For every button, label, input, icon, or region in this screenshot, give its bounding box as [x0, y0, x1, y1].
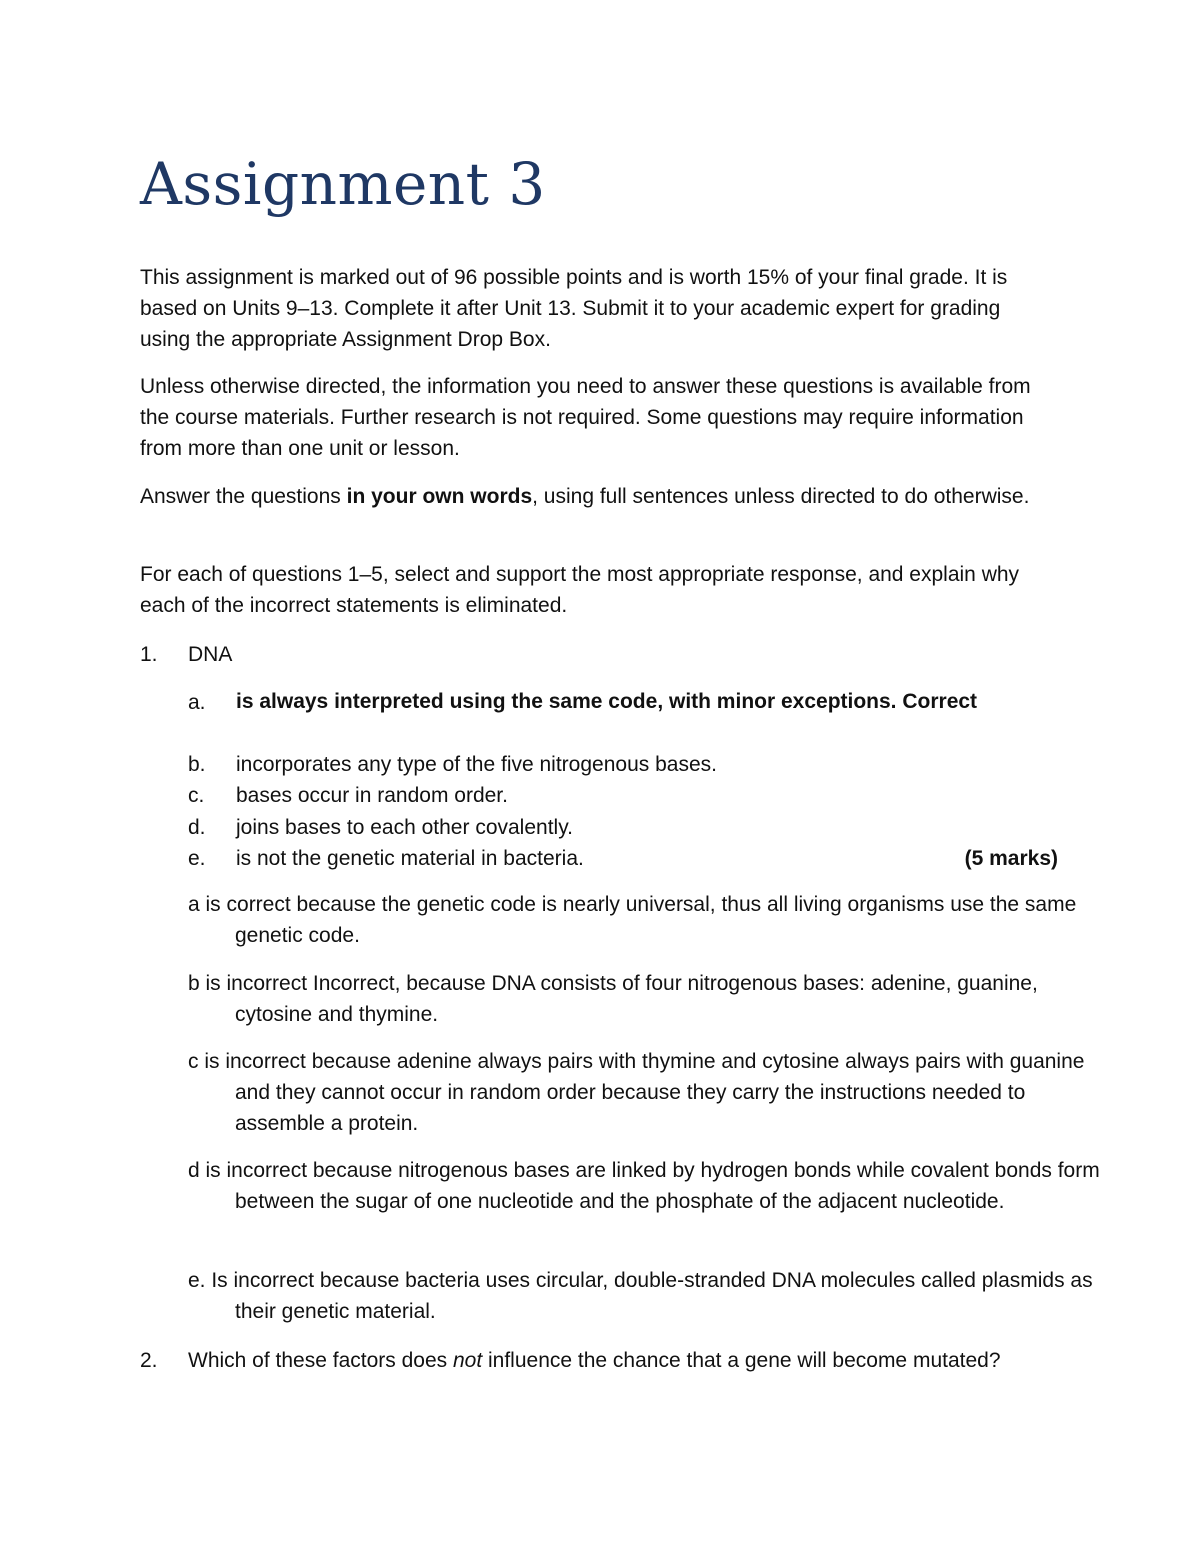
question-2-number: 2. — [140, 1349, 158, 1372]
intro-paragraph: This assignment is marked out of 96 possible points and is worth 15% of your final grade. It is based on Units 9–13. Complete it after Unit 13. Submit it to your academic expert for grading using the appropriate Assignment Drop Box. — [140, 266, 1008, 351]
option-a-text: is always interpreted using the same code, with minor exceptions. Correct — [236, 690, 978, 713]
explanation-d: d is incorrect because nitrogenous bases are linked by hydrogen bonds while covalent bonds form between the sugar of one nucleotide and the phosphate of the adjacent nucleotide. — [188, 1159, 1100, 1213]
question-2-stem-after: influence the chance that a gene will become mutated? — [482, 1349, 1001, 1372]
option-d-letter: d. — [188, 816, 206, 839]
own-words-emphasis: in your own words — [346, 485, 533, 508]
option-a-letter: a. — [188, 691, 206, 714]
explanation-c: c is incorrect because adenine always pairs with thymine and cytosine always pairs with guanine and they cannot occur in random order because they carry the instructions needed to assemble a protein. — [188, 1050, 1085, 1135]
question-1-stem: DNA — [188, 643, 233, 666]
option-d-text: joins bases to each other covalently. — [236, 816, 573, 839]
page-title: Assignment 3 — [140, 150, 546, 218]
explanation-a: a is correct because the genetic code is nearly universal, thus all living organisms use the same genetic code. — [188, 893, 1077, 947]
own-words-after: , using full sentences unless directed to do otherwise. — [532, 485, 1030, 508]
option-c-text: bases occur in random order. — [236, 784, 508, 807]
own-words-before: Answer the questions — [140, 485, 347, 508]
question-2-stem-before: Which of these factors does — [188, 1349, 453, 1372]
option-e-letter: e. — [188, 847, 206, 870]
question-1-number: 1. — [140, 643, 158, 666]
directions-paragraph: Unless otherwise directed, the information you need to answer these questions is available from the course materials. Further research is not required. Some questions may require information from more than one unit or lesson. — [140, 375, 1031, 460]
option-b-letter: b. — [188, 753, 206, 776]
explanation-e: e. Is incorrect because bacteria uses circular, double-stranded DNA molecules called plasmids as their genetic material. — [188, 1269, 1093, 1323]
explanation-b: b is incorrect Incorrect, because DNA consists of four nitrogenous bases: adenine, guanine, cytosine and thymine. — [188, 972, 1038, 1026]
question-2-stem — [188, 1345, 1018, 1376]
question-2-stem-emphasis: not — [452, 1349, 483, 1372]
option-c-letter: c. — [188, 784, 205, 807]
option-b-text: incorporates any type of the five nitrogenous bases. — [236, 753, 717, 776]
option-e-text: is not the genetic material in bacteria. — [236, 847, 584, 870]
question-1-marks: (5 marks) — [964, 847, 1058, 870]
own-words-paragraph — [140, 481, 1030, 512]
select-paragraph: For each of questions 1–5, select and support the most appropriate response, and explain why each of the incorrect statements is eliminated. — [140, 563, 1020, 617]
